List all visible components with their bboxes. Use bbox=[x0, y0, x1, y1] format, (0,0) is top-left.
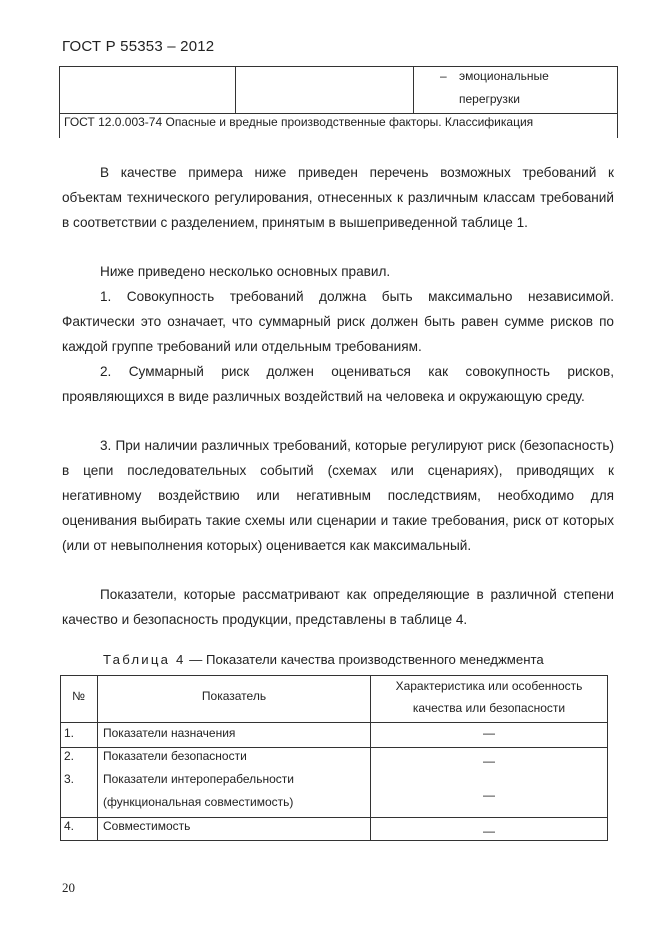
cell-text: эмоциональные bbox=[459, 69, 549, 83]
table-border bbox=[617, 66, 618, 138]
table-border bbox=[413, 66, 414, 113]
paragraph: В качестве примера ниже приведен перечень возможных требований к объектам технического регулирования, отнесенных к различным классам требований в соответствии с разделением, принятым в вышеприведенной таблице 1. bbox=[62, 165, 614, 230]
table-4 bbox=[60, 675, 608, 841]
header-indicator: Показатель bbox=[201, 689, 267, 703]
header-characteristic: качества или безопасности bbox=[412, 701, 566, 715]
table-border bbox=[59, 66, 618, 67]
row-num: 4. bbox=[64, 819, 75, 833]
table-border bbox=[59, 113, 618, 114]
paragraph: Показатели, которые рассматривают как определяющие в различной степени качество и безопасность продукции, представлены в таблице 4. bbox=[62, 587, 614, 627]
page-number: 20 bbox=[62, 880, 75, 895]
row-value: — bbox=[483, 754, 495, 768]
paragraph: 2. Суммарный риск должен оцениваться как совокупность рисков, проявляющихся в виде различных воздействий на человека и окружающую среду. bbox=[62, 364, 614, 404]
list-dash: – bbox=[440, 69, 447, 83]
header-characteristic: Характеристика или особенность bbox=[395, 679, 583, 693]
table-caption: Таблица 4 — Показатели качества производственного менеджмента bbox=[103, 652, 544, 667]
header-num: № bbox=[72, 689, 85, 703]
row-indicator: Показатели назначения bbox=[103, 726, 236, 740]
row-num: 1. bbox=[64, 726, 75, 740]
row-indicator: Показатели безопасности bbox=[103, 749, 247, 763]
row-num: 2. bbox=[64, 749, 75, 763]
row-value: — bbox=[483, 726, 495, 740]
continuation-table bbox=[59, 66, 618, 138]
cell-text: перегрузки bbox=[459, 92, 520, 106]
row-num: 3. bbox=[64, 772, 75, 786]
row-indicator: Показатели интероперабельности bbox=[103, 772, 294, 786]
reference-row: ГОСТ 12.0.003-74 Опасные и вредные производственные факторы. Классификация bbox=[64, 115, 534, 129]
table-border bbox=[607, 675, 608, 841]
row-value: — bbox=[483, 788, 495, 802]
row-value: — bbox=[483, 824, 495, 838]
row-indicator: Совместимость bbox=[103, 819, 191, 833]
paragraph: 1. Совокупность требований должна быть максимально независимой. Фактически это означает, что суммарный риск должен быть равен сумме рисков по каждой группе требований или отдельным требованиям. bbox=[62, 289, 614, 354]
table-border bbox=[59, 66, 60, 138]
paragraph: Ниже приведено несколько основных правил. bbox=[100, 264, 391, 279]
row-indicator: (функциональная совместимость) bbox=[103, 795, 294, 809]
paragraph: 3. При наличии различных требований, которые регулируют риск (безопасность) в цепи последовательных событий (схемах или сценариях), приводящих к негативному воздействию или негативным последствиям, необходимо для оценивания выбирать такие схемы или сценарии и такие требования, риск от которых (или от невыполнения которых) оценивается как максимальный. bbox=[62, 438, 614, 553]
table-border bbox=[235, 66, 236, 113]
document-header: ГОСТ Р 55353 – 2012 bbox=[62, 38, 215, 55]
